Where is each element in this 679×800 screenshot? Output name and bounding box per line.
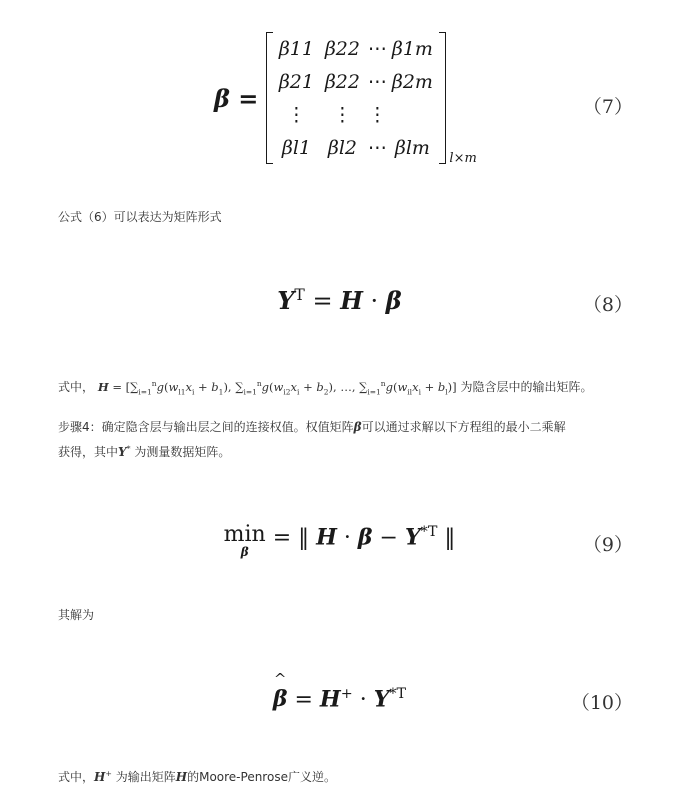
equation-7 [0, 0, 679, 180]
inline-math: H [94, 770, 106, 784]
text-span: 的Moore-Penrose广义逆。 [187, 770, 336, 784]
equation-10 [0, 686, 679, 726]
matrix-cell: β2m [391, 70, 433, 93]
paragraph-line [58, 438, 638, 463]
matrix-cell: βl2 [327, 136, 357, 159]
inline-math: $H = [\sum_{i=1}^ng(w_{l1}x_i + b_1)$, $\sum_{i=1}^ng(w_{i2}x_i + b_2)$, …, $\sum_{i=1}^ng(w_{il}x_i + b_l)$] [97, 379, 457, 397]
paragraph-text [58, 763, 638, 788]
equation-9 [0, 524, 679, 574]
matrix-cells [273, 32, 439, 164]
text-span: 为测量数据矩阵。 [134, 445, 231, 459]
matrix-cell: β22 [324, 70, 360, 93]
paragraph-line [58, 416, 638, 438]
matrix-cell: ⋯ [367, 70, 387, 93]
text-prefix: 式中， [58, 379, 95, 394]
text-span: 可以通过求解以下方程组的最小二乘解 [361, 420, 566, 434]
inline-math: * [126, 444, 131, 453]
text-suffix: 为隐含层中的输出矩阵。 [460, 379, 593, 394]
paragraph-text [58, 416, 638, 463]
paragraph-text: 公式（6）可以表达为矩阵形式 [58, 210, 222, 224]
equation-number: （7） [582, 96, 633, 118]
equation-number: （9） [582, 534, 633, 556]
text-span: 获得，其中 [58, 445, 119, 459]
equation-body: ^ $\beta = H^+ \cdot Y^{*T}$ [0, 686, 679, 712]
right-bracket [439, 32, 446, 164]
matrix-cell: β22 [324, 37, 360, 60]
beta-matrix [214, 28, 477, 168]
equation-number: （10） [570, 692, 633, 714]
matrix-cell: βl1 [281, 136, 311, 159]
paragraph-text: 其解为 [58, 608, 95, 622]
matrix-cell: β1m [391, 37, 433, 60]
matrix-cell: β11 [278, 37, 314, 60]
matrix-cell: β21 [278, 70, 314, 93]
left-bracket [266, 32, 273, 164]
inline-math: Y [118, 445, 127, 459]
equation-number: （8） [582, 294, 633, 316]
inline-math: H [175, 770, 188, 784]
matrix-lhs: β = [214, 83, 259, 113]
matrix-cell: ⋮ [367, 103, 387, 126]
equation-body: min β = ‖ $H \cdot \beta - Y^{*T}$ ‖ [223, 522, 456, 559]
equation-body: $Y^T = H \cdot \beta$ [277, 286, 402, 315]
matrix-cell: ⋯ [367, 37, 387, 60]
matrix-cell: ⋮ [286, 103, 306, 126]
inline-math: + [105, 769, 112, 778]
inline-math: β [353, 420, 362, 434]
text-span: 式中， [58, 770, 95, 784]
matrix-cell: βlm [394, 136, 430, 159]
text-span: 为输出矩阵 [115, 770, 176, 784]
text-span: 步骤4：确定隐含层与输出层之间的连接权值。权值矩阵 [58, 420, 354, 434]
matrix-dimension: l×m [449, 151, 477, 166]
matrix-cell: ⋯ [367, 136, 387, 159]
matrix-cell: ⋮ [332, 103, 352, 126]
paragraph-text [58, 373, 638, 403]
equation-8 [0, 286, 679, 326]
